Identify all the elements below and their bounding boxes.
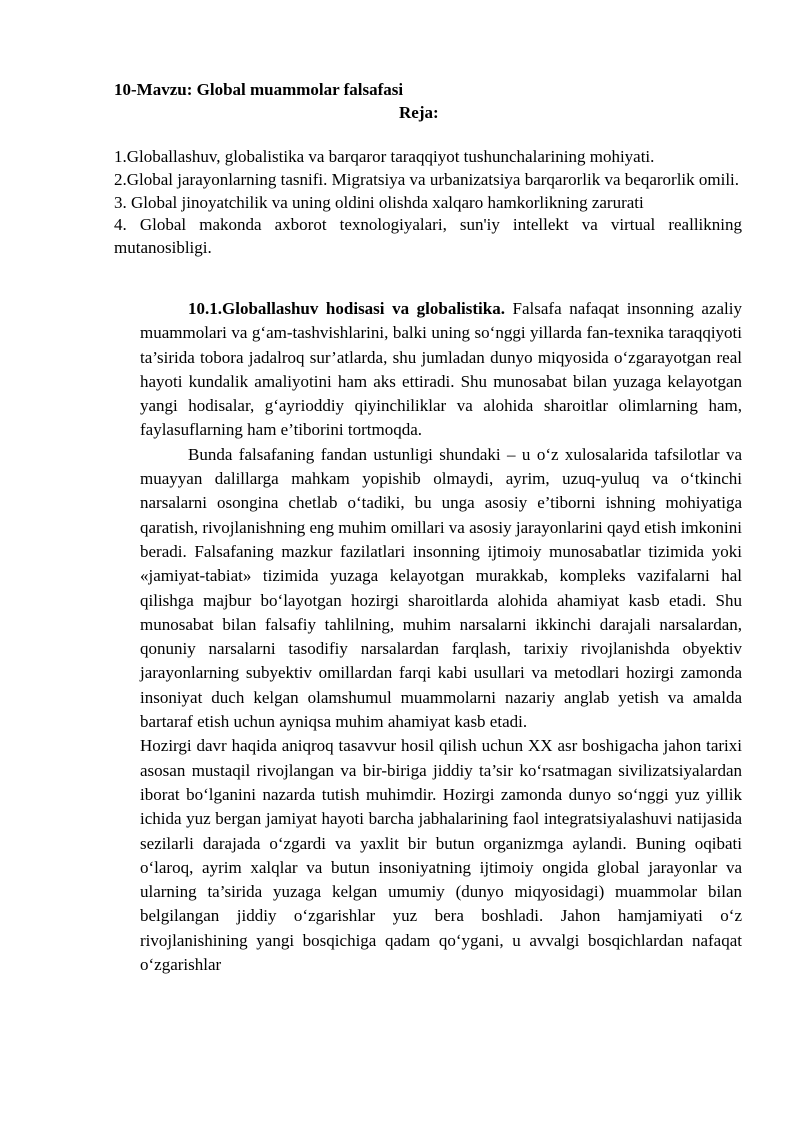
paragraph-text: Falsafa nafaqat insonning azaliy muammolari va g‘am-tashvishlarini, balki uning so‘nggi yillarda fan-texnika taraqqiyoti ta’sirida tobora jadalroq sur’atlarda, shu jumladan dunyo miqyosida o‘zgarayotgan real hayoti kundalik amaliyotini ham aks ettiradi. Shu munosabat bilan yuzaga kelayotgan yangi hodisalar, g‘ayrioddiy qiyinchiliklar va alohida sharoitlar olimlarning ham, faylasuflarning ham e’tiborini tortmoqda.: [140, 299, 742, 440]
document-title: 10-Mavzu: Global muammolar falsafasi: [114, 80, 404, 99]
section-body: [140, 297, 742, 977]
body-paragraph: Hozirgi davr haqida aniqroq tasavvur hosil qilish uchun XX asr boshigacha jahon tarixi asosan mustaqil rivojlangan va bir-biriga jiddiy ta’sir ko‘rsatmagan sivilizatsiyalardan iborat bo‘lganini nazarda tutish muhimdir. Hozirgi zamonda dunyo so‘nggi yuz yillik ichida yuz bergan jamiyat hayoti barcha jabhalarining faol integratsiyalashuvi natijasida sezilarli darajada o‘zgardi va yaxlit bir butun organizmga aylandi. Buning oqibati o‘laroq, ayrim xalqlar va butun insoniyatning ijtimoiy ongida global jarayonlar va ularning ta’sirida yuzaga kelgan umumiy (dunyo miqyosidagi) muammolar bilan belgilangan jiddiy o‘zgarishlar yuz bera boshladi. Jahon hamjamiyati o‘z rivojlanishining yangi bosqichiga qadam qo‘ygani, u avvalgi bosqichlardan nafaqat o‘zgarishlar: [140, 736, 742, 975]
section-heading: 10.1.Globallashuv hodisasi va globalistika.: [188, 299, 505, 318]
plan-item: 2.Global jarayonlarning tasnifi. Migratsiya va urbanizatsiya barqarorlik va beqarorlik omili.: [114, 169, 740, 189]
plan-list: [114, 146, 742, 260]
plan-heading: Reja:: [399, 103, 439, 122]
body-paragraph: Bunda falsafaning fandan ustunligi shundaki – u o‘z xulosalarida tafsilotlar va muayyan dalillarga mahkam yopishib olmaydi, ayrim, uzuq-yuluq va o‘tkinchi narsalarni osongina chetlab o‘tadiki, bu unga asosiy e’tiborni ishning mohiyatiga qaratish, rivojlanishning eng muhim omillari va asosiy jarayonlarini qayd etish imkonini beradi. Falsafaning mazkur fazilatlari insonning ijtimoiy munosabatlar tizimida yoki «jamiyat-tabiat» tizimida yuzaga kelayotgan murakkab, kompleks vazifalarni hal qilishga majbur bo‘layotgan hozirgi sharoitlarda alohida ahamiyat kasb etadi. Shu munosabat bilan falsafiy tahlilning, muhim narsalarni ikkinchi darajali narsalardan, qonuniy narsalarni tasodifiy narsalardan farqlash, tarixiy rivojlanishda obyektiv jarayonlarning subyektiv omillardan farqi kabi usullari va metodlari hozirgi zamonda insoniyat duch kelgan olamshumul muammolarni nazariy anglab yetish va amalda bartaraf etish uchun ayniqsa muhim ahamiyat kasb etadi.: [140, 444, 742, 732]
plan-item: 3. Global jinoyatchilik va uning oldini olishda xalqaro hamkorlikning zarurati: [114, 192, 644, 212]
plan-item: 1.Globallashuv, globalistika va barqaror taraqqiyot tushunchalarining mohiyati.: [114, 147, 655, 166]
plan-item: 4. Global makonda axborot texnologiyalari, sun'iy intellekt va virtual reallikning mutanosibligi.: [114, 215, 742, 258]
body-paragraph: [140, 297, 742, 443]
